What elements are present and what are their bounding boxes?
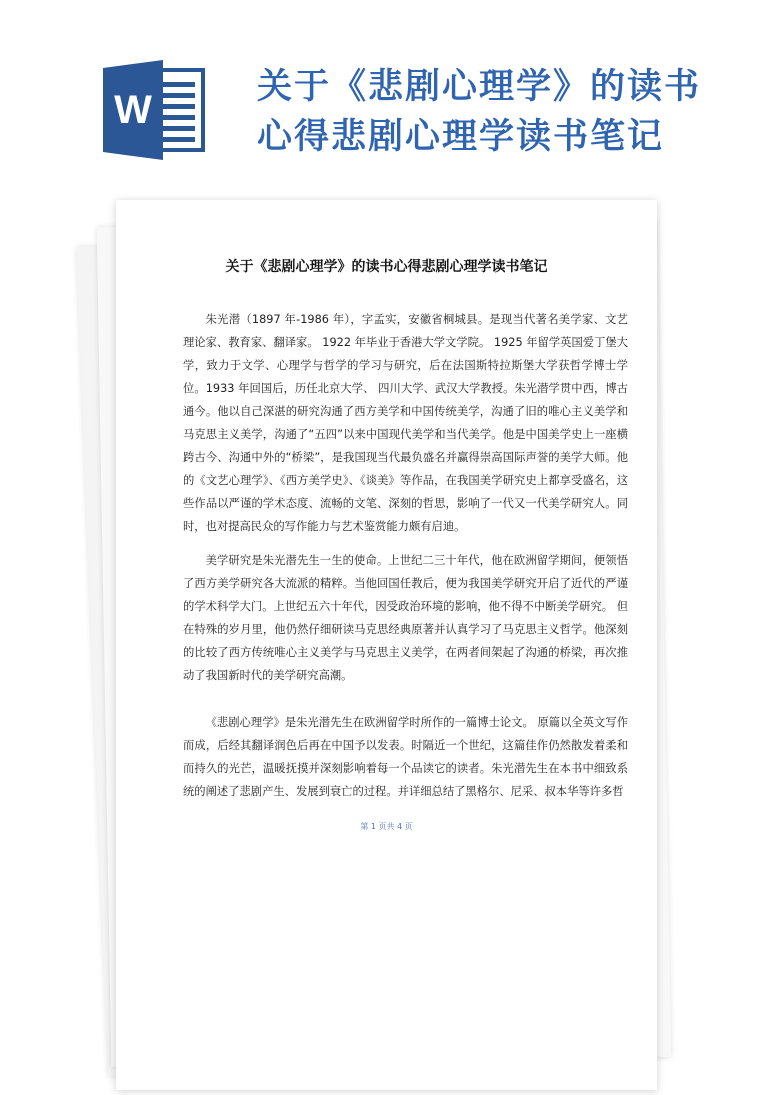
- paragraph: 《悲剧心理学》是朱光潜先生在欧洲留学时所作的一篇博士论文。 原篇以全英文写作而成，后经其翻译润色后再在中国予以发表。时隔近一个世纪，这篇佳作仍然散发着柔和而持久的光芒，温暖抚摸并深刻影响着每一个品读它的读者。朱光潜先生在本书中细致系统的阐述了悲剧产生、发展到衰亡的过程。并详细总结了黑格尔、尼采、叔本华等许多哲: [183, 716, 628, 798]
- document-page: [116, 200, 657, 1090]
- page-number: 第 1 页共 4 页: [360, 822, 413, 831]
- header-title: 关于《悲剧心理学》的读书心得悲剧心理学读书笔记: [257, 66, 702, 157]
- header: [0, 0, 773, 200]
- paragraph: 美学研究是朱光潜先生一生的使命。上世纪二三十年代，他在欧洲留学期间，便领悟了西方美学研究各大流派的精粹。当他回国任教后，便为我国美学研究开启了近代的严谨的学术科学大门。上世纪五六十年代，因受政治环境的影响，他不得不中断美学研究。 但在特殊的岁月里，他仍然仔细研读马克思经典原著并认真学习了马克思主义哲学。他深刻的比较了西方传统唯心主义美学与马克思主义美学，在两者间架起了沟通的桥梁，再次推动了我国新时代的美学研究高潮。: [183, 554, 628, 682]
- document-title: 关于《悲剧心理学》的读书心得悲剧心理学读书笔记: [225, 259, 548, 275]
- paragraph: 朱光潜（1897 年-1986 年），字孟实，安徽省桐城县。是现当代著名美学家、文艺理论家、教育家、翻译家。 1922 年毕业于香港大学文学院。 1925 年留学英国爱丁堡大学，致力于文学、心理学与哲学的学习与研究，后在法国斯特拉斯堡大学获哲学博士学位。1933 年回国后，历任北京大学、 四川大学、武汉大学教授。朱光潜学贯中西，博古通今。他以自己深湛的研究沟通了西方美学和中国传统美学，沟通了旧的唯心主义美学和马克思主义美学，沟通了“五四”以来中国现代美学和当代美学。他是中国美学史上一座横跨古今、沟通中外的“桥梁”，是我国现当代最负盛名并赢得崇高国际声誉的美学大师。他的《文艺心理学》、《西方美学史》、《谈美》等作品，在我国美学研究史上都享受盛名，这些作品以严谨的学术态度、流畅的文笔、深刻的哲思，影响了一代又一代美学研究人。同时，也对提高民众的写作能力与艺术鉴赏能力颇有启迪。: [183, 313, 628, 533]
- word-document-icon: [103, 60, 207, 160]
- svg-text:W: W: [114, 88, 152, 132]
